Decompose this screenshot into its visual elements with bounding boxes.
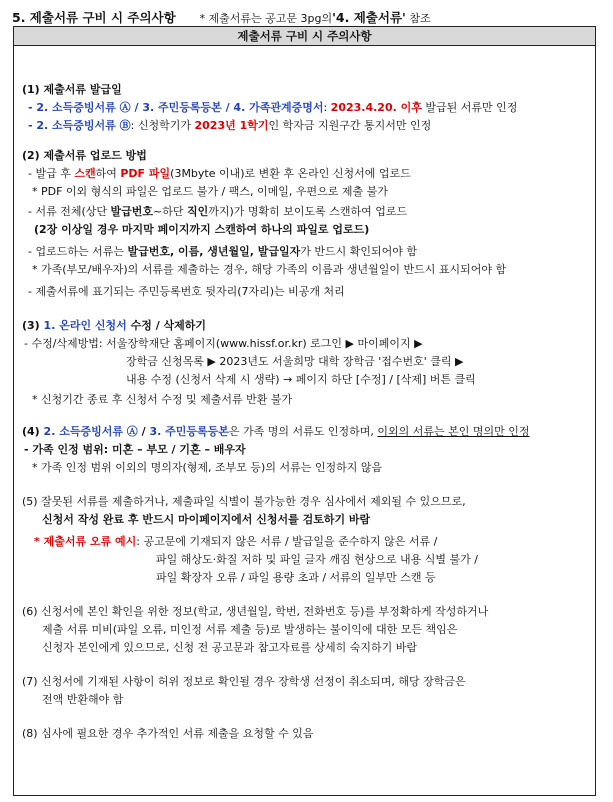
item-8-line-1: (8) 심사에 필요한 경우 추가적인 서류 제출을 요청할 수 있음 xyxy=(22,727,314,740)
item-4-line-2: * 가족 인정 범위 이외의 명의자(형제, 조부모 등)의 서류는 인정하지 않음 xyxy=(32,461,383,474)
item-4-heading: (4) 2. 소득증빙서류 Ⓐ / 3. 주민등록등본은 가족 명의 서류도 인정하며, 이외의 서류는 본인 명의만 인정 xyxy=(22,425,530,438)
item-1-heading: (1) 제출서류 발급일 xyxy=(22,83,122,96)
item-5-line-3: 파일 해상도·화질 저하 및 파일 글자 깨짐 현상으로 내용 식별 불가 / xyxy=(156,553,478,566)
item-3-line-2: 장학금 신청목록 ▶ 2023년도 서울희망 대학 장학금 '접수번호' 클릭 ▶ xyxy=(126,355,464,368)
item-5-line-2: * 제출서류 오류 예시: 공고문에 기재되지 않은 서류 / 발급일을 준수하지 않은 서류 / xyxy=(34,535,438,548)
item-2-line-1: - 발급 후 스캔하여 PDF 파일(3Mbyte 이내)로 변환 후 온라인 신청서에 업로드 xyxy=(28,167,411,180)
item-3-heading: (3) 1. 온라인 신청서 수정 / 삭제하기 xyxy=(22,319,207,332)
item-6-line-2: 제출 서류 미비(파일 오류, 미인정 서류 제출 등)로 발생하는 불이익에 대한 모든 책임은 xyxy=(42,623,458,636)
item-1-line-2: - 2. 소득증빙서류 Ⓑ: 신청학기가 2023년 1학기인 학자금 지원구간 통지서만 인정 xyxy=(28,119,432,132)
header-note: * 제출서류는 공고문 3pg의'4. 제출서류' 참조 xyxy=(199,10,431,25)
notice-box xyxy=(13,26,596,796)
item-2-line-2: * PDF 이외 형식의 파일은 업로드 불가 / 팩스, 이메일, 우편으로 제출 불가 xyxy=(32,185,388,198)
item-2-line-4: (2장 이상일 경우 마지막 페이지까지 스캔하여 하나의 파일로 업로드) xyxy=(34,223,370,236)
item-6-line-3: 신청자 본인에게 있으므로, 신청 전 공고문과 참고자료를 상세히 숙지하기 바람 xyxy=(42,641,417,654)
item-7-line-1: (7) 신청서에 기재된 사항이 허위 정보로 확인될 경우 장학생 선정이 취소되며, 해당 장학금은 xyxy=(22,675,466,688)
item-2-line-7: - 제출서류에 표기되는 주민등록번호 뒷자리(7자리)는 비공개 처리 xyxy=(28,285,345,298)
item-4-line-1: - 가족 인정 범위: 미혼 – 부모 / 기혼 – 배우자 xyxy=(24,443,246,456)
item-2-line-6: * 가족(부모/배우자)의 서류를 제출하는 경우, 해당 가족의 이름과 생년월일이 반드시 표시되어야 함 xyxy=(32,263,507,276)
item-7-line-2: 전액 반환해야 함 xyxy=(42,693,124,706)
item-5-heading: (5) 잘못된 서류를 제출하거나, 제출파일 식별이 불가능한 경우 심사에서 제외될 수 있으므로, xyxy=(22,495,466,508)
item-3-line-1: - 수정/삭제방법: 서울장학재단 홈페이지(www.hissf.or.kr) 로그인 ▶ 마이페이지 ▶ xyxy=(24,337,423,350)
item-1-line-1: - 2. 소득증빙서류 Ⓐ / 3. 주민등록등본 / 4. 가족관계증명서: 2023.4.20. 이후 발급된 서류만 인정 xyxy=(28,101,518,114)
item-3-line-4: * 신청기간 종료 후 신청서 수정 및 제출서류 반환 불가 xyxy=(32,393,293,406)
item-3-line-3: 내용 수정 (신청서 삭제 시 생략) → 페이지 하단 [수정] / [삭제] 버튼 클릭 xyxy=(126,373,476,386)
item-2-heading: (2) 제출서류 업로드 방법 xyxy=(22,149,147,162)
item-5-line-4: 파일 확장자 오류 / 파일 용량 초과 / 서류의 일부만 스캔 등 xyxy=(156,571,436,584)
item-6-line-1: (6) 신청서에 본인 확인을 위한 정보(학교, 생년월일, 학번, 전화번호 등)를 부정확하게 작성하거나 xyxy=(22,605,489,618)
item-5-line-1: 신청서 작성 완료 후 반드시 마이페이지에서 신청서를 검토하기 바람 xyxy=(42,513,371,526)
notice-box-title: 제출서류 구비 시 주의사항 xyxy=(14,27,595,46)
item-2-line-5: - 업로드하는 서류는 발급번호, 이름, 생년월일, 발급일자가 반드시 확인되어야 함 xyxy=(28,245,418,258)
section-title: 5. 제출서류 구비 시 주의사항 xyxy=(12,10,176,25)
section-header xyxy=(12,8,602,26)
item-2-line-3: - 서류 전체(상단 발급번호~하단 직인까지)가 명확히 보이도록 스캔하여 업로드 xyxy=(28,205,408,218)
